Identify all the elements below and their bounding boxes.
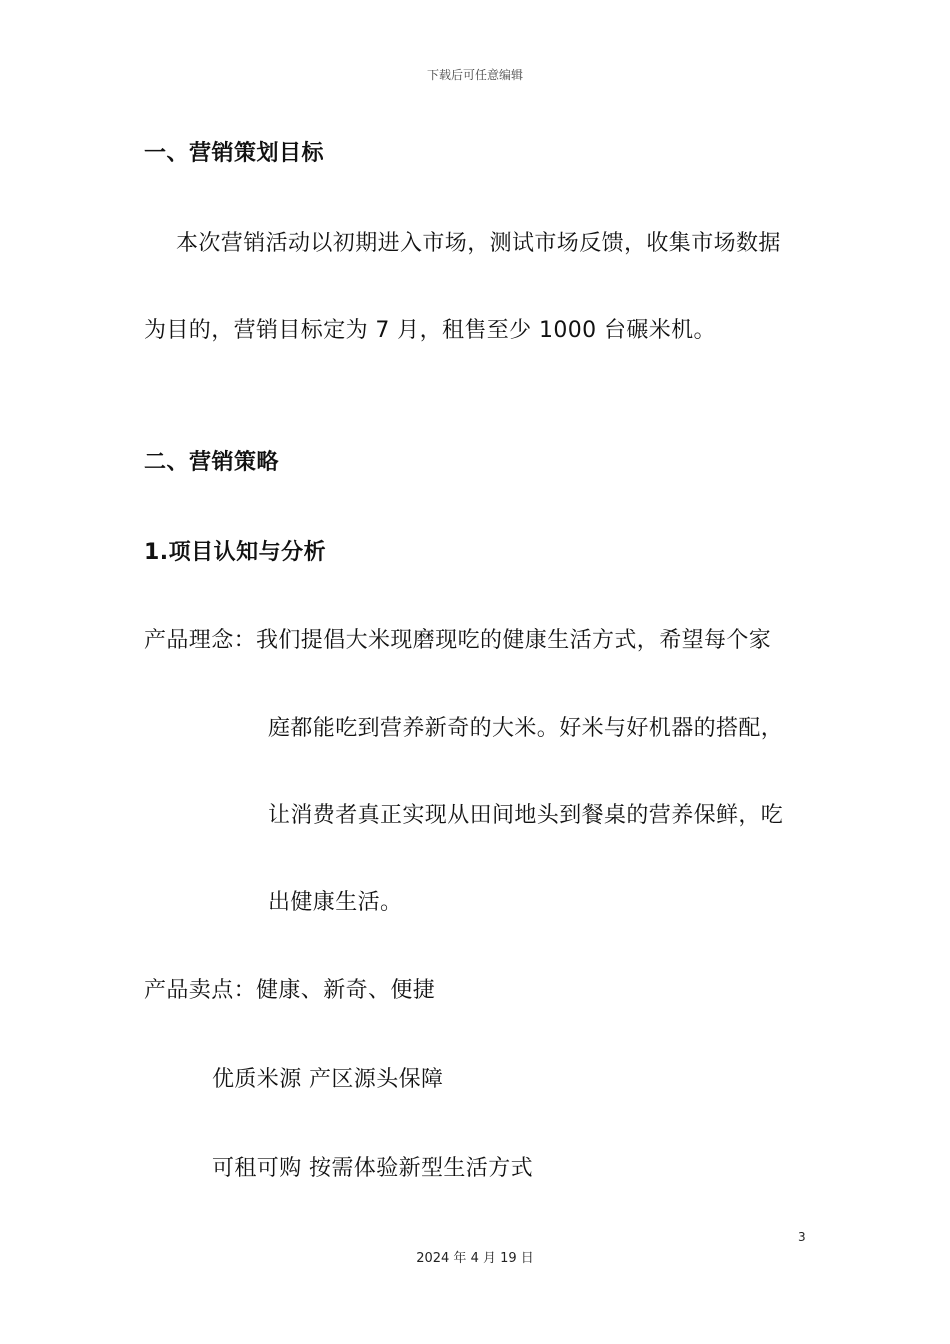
selling-point-item-2: 可租可购 按需体验新型生活方式 [212,1156,533,1181]
footer-date: 2024 年 4 月 19 日 [416,1251,534,1266]
header-note: 下载后可任意编辑 [426,68,523,82]
goal-paragraph-line-2: 为目的，营销目标定为 7 月，租售至少 1000 台碾米机。 [144,318,716,343]
section-heading-marketing-goal: 一、营销策划目标 [144,141,325,166]
goal-paragraph-line-1: 本次营销活动以初期进入市场，测试市场反馈，收集市场数据 [176,231,781,256]
product-concept-line-4: 出健康生活。 [268,890,403,915]
product-concept-line-3: 让消费者真正实现从田间地头到餐桌的营养保鲜，吃 [268,803,784,828]
page-number: 3 [798,1230,806,1244]
product-concept-line-2: 庭都能吃到营养新奇的大米。好米与好机器的搭配， [268,716,784,741]
subheading-project-analysis: 1.项目认知与分析 [144,540,327,565]
section-heading-marketing-strategy: 二、营销策略 [144,450,280,475]
selling-point-item-1: 优质米源 产区源头保障 [212,1067,444,1092]
selling-points-line: 产品卖点：健康、新奇、便捷 [144,978,436,1003]
product-concept-line-1: 产品理念：我们提倡大米现磨现吃的健康生活方式，希望每个家 [144,628,772,653]
